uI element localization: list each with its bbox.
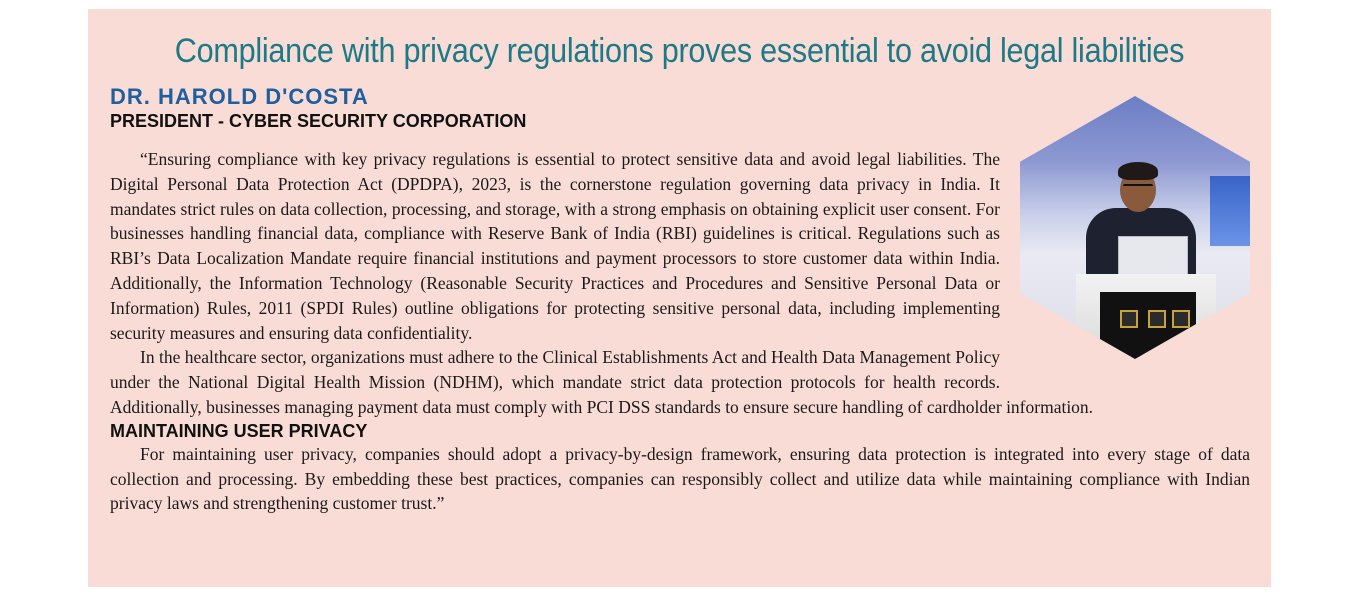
photo-wrap-spacer	[1000, 147, 1250, 383]
author-role: PRESIDENT - CYBER SECURITY CORPORATION	[110, 111, 527, 131]
body-paragraph-1: “Ensuring compliance with key privacy regulations is essential to protect sensitive data and avoid legal liabilities. The Digital Personal Data Protection Act (DPDPA), 2023, is the cornerstone regulation governing data privacy in India. It mandates strict rules on data collection, processing, and storage, with a strong emphasis on obtaining explicit user consent. For businesses handling financial data, compliance with Reserve Bank of India (RBI) guidelines is critical. Regulations such as RBI’s Data Localization Mandate require financial institutions and payment processors to store customer data within India. Additionally, the Information Technology (Reasonable Security Practices and Procedures and Sensitive Personal Data or Information) Rules, 2011 (SPDI Rules) outline obligations for protecting sensitive personal data, including implementing security measures and ensuring data confidentiality.	[110, 149, 1000, 343]
author-name: DR. HAROLD D'COSTA	[110, 84, 369, 109]
section-subheading: MAINTAINING USER PRIVACY	[110, 420, 368, 441]
body-paragraph-2: In the healthcare sector, organizations must adhere to the Clinical Establishments Act and Health Data Management Policy under the National Digital Health Mission (NDHM), which mandate strict data protection protocols for health records. Additionally, businesses managing payment data must comply with PCI DSS standards to ensure secure handling of cardholder information.	[110, 347, 1094, 417]
article-body	[110, 147, 1250, 516]
article-headline: Compliance with privacy regulations proves essential to avoid legal liabilities	[174, 32, 1185, 70]
article-panel	[88, 9, 1271, 587]
closing-paragraph: For maintaining user privacy, companies should adopt a privacy-by-design framework, ensuring data protection is integrated into every stage of data collection and processing. By embedding these best practices, companies can responsibly collect and utilize data while maintaining compliance with Indian privacy laws and strengthening customer trust.”	[110, 443, 1250, 514]
